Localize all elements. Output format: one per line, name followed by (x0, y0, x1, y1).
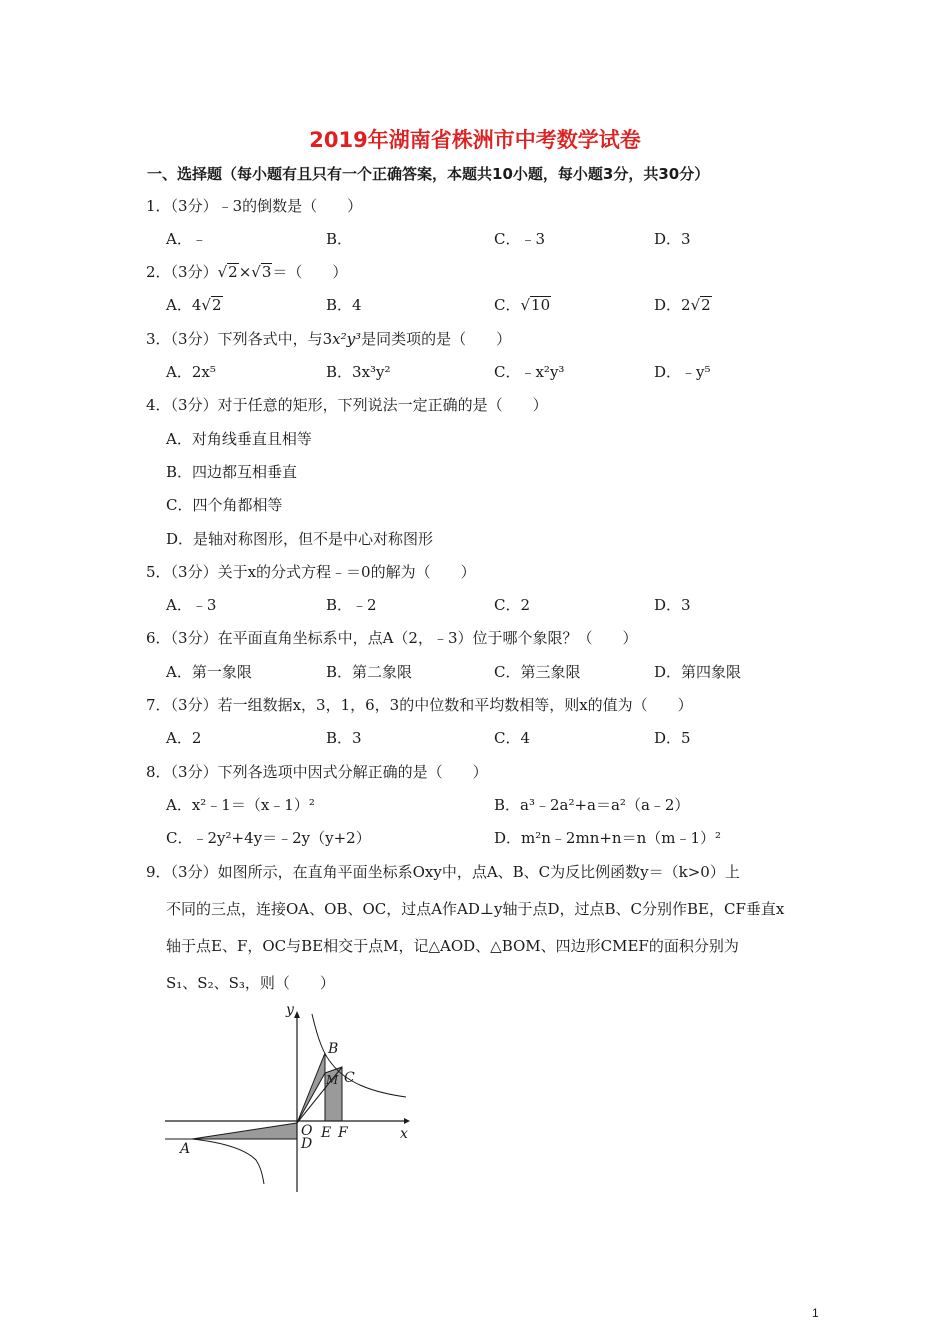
q3-stem-a: 3．（3分）下列各式中，与3 (146, 330, 333, 348)
q2-option-c (494, 295, 551, 315)
q2-prefix: 2．（3分） (146, 263, 218, 281)
question-5: 5．（3分）关于x的分式方程﹣＝0的解为（ ） (146, 563, 476, 581)
q2-option-a-prefix: A．4 (166, 296, 202, 314)
page-number: 1 (812, 1306, 819, 1320)
q1-option-d: D．3 (654, 230, 691, 248)
label-o: O (301, 1123, 313, 1139)
hyperbola-figure (160, 1000, 420, 1200)
sqrt-icon: √ (201, 296, 211, 314)
q7-option-c: C．4 (494, 729, 531, 747)
q2-radicand-1: 2 (228, 263, 238, 281)
q3-option-a: A．2x⁵ (166, 363, 216, 381)
q8-option-c: C．﹣2y²+4y＝﹣2y（y+2） (166, 829, 371, 847)
question-2 (146, 262, 347, 282)
q4-option-c: C．四个角都相等 (166, 496, 283, 514)
q1-option-c: C．﹣3 (494, 230, 546, 248)
triangle-bom (297, 1053, 325, 1123)
label-d: D (301, 1136, 313, 1152)
q4-option-d: D．是轴对称图形，但不是中心对称图形 (166, 530, 434, 548)
label-x: x (400, 1126, 408, 1142)
label-m: M (326, 1073, 339, 1087)
label-y: y (286, 1002, 294, 1018)
question-9-line-3: 轴于点E、F，OC与BE相交于点M，记△AOD、△BOM、四边形CMEF的面积分别为 (166, 937, 739, 955)
label-e: E (321, 1125, 332, 1141)
q6-option-b: B．第二象限 (326, 663, 413, 681)
y-axis-arrow-icon (294, 1011, 300, 1018)
question-1: 1．（3分）﹣3的倒数是（ ） (146, 197, 363, 215)
q5-option-c: C．2 (494, 596, 531, 614)
q5-option-d: D．3 (654, 596, 691, 614)
q7-option-b: B．3 (326, 729, 362, 747)
question-7: 7．（3分）若一组数据x，3，1，6，3的中位数和平均数相等，则x的值为（ ） (146, 696, 693, 714)
question-9-line-1: 9．（3分）如图所示，在直角平面坐标系Oxy中，点A、B、C为反比例函数y＝（k>0）上 (146, 863, 740, 881)
q2-option-c-prefix: C． (494, 296, 521, 314)
q4-option-b: B．四边都互相垂直 (166, 463, 298, 481)
hyperbola-branch-2 (192, 1139, 264, 1184)
q2-option-a-radicand: 2 (211, 296, 222, 314)
q8-option-d: D．m²n﹣2mn+n＝n（m﹣1）² (494, 829, 722, 847)
q5-option-a: A．﹣3 (166, 596, 217, 614)
q1-option-a: A．﹣ (166, 230, 207, 248)
q2-option-d (654, 295, 712, 315)
q2-option-c-radicand: 10 (531, 296, 551, 314)
question-8: 8．（3分）下列各选项中因式分解正确的是（ ） (146, 763, 488, 781)
label-f: F (338, 1125, 348, 1141)
sqrt-icon: √ (520, 296, 531, 314)
triangle-aod (192, 1123, 297, 1139)
q8-option-b: B．a³﹣2a²+a＝a²（a﹣2） (494, 796, 690, 814)
section-heading: 一、选择题（每小题有且只有一个正确答案，本题共10小题，每小题3分，共30分） (147, 165, 710, 183)
question-9-line-4: S₁、S₂、S₃，则（ ） (166, 974, 335, 992)
page-title: 2019年湖南省株洲市中考数学试卷 (309, 128, 641, 152)
q3-stem-b: 是同类项的是（ ） (361, 330, 512, 348)
q2-option-d-prefix: D．2 (654, 296, 691, 314)
sqrt-icon: √ (217, 263, 228, 281)
q4-option-a: A．对角线垂直且相等 (166, 430, 312, 448)
q7-option-a: A．2 (166, 729, 202, 747)
q2-times: × (238, 263, 252, 281)
q2-suffix: ＝（ ） (272, 263, 348, 281)
sqrt-icon: √ (690, 296, 701, 314)
q2-option-b: B．4 (326, 296, 362, 314)
q2-radicand-2: 3 (261, 263, 272, 281)
q3-term: x²y³ (332, 330, 362, 348)
q2-option-d-radicand: 2 (701, 296, 711, 314)
question-4: 4．（3分）对于任意的矩形，下列说法一定正确的是（ ） (146, 396, 548, 414)
q2-option-a (166, 295, 223, 315)
question-3 (146, 329, 511, 349)
x-axis-arrow-icon (404, 1118, 410, 1124)
q3-option-b: B．3x³y² (326, 363, 391, 381)
label-c: C (344, 1070, 355, 1086)
label-a: A (180, 1141, 191, 1157)
q6-option-d: D．第四象限 (654, 663, 742, 681)
sqrt-icon: √ (251, 263, 261, 281)
question-6: 6．（3分）在平面直角坐标系中，点A（2，﹣3）位于哪个象限？（ ） (146, 629, 638, 647)
q6-option-a: A．第一象限 (166, 663, 252, 681)
label-b: B (328, 1041, 339, 1057)
question-9-line-2: 不同的三点，连接OA、OB、OC，过点A作AD⊥y轴于点D，过点B、C分别作BE，CF垂直x (166, 900, 785, 918)
q1-option-b: B． (326, 230, 353, 248)
q3-option-d: D．﹣y⁵ (654, 363, 711, 381)
q3-option-c: C．﹣x²y³ (494, 363, 565, 381)
q7-option-d: D．5 (654, 729, 691, 747)
q5-option-b: B．﹣2 (326, 596, 377, 614)
q6-option-c: C．第三象限 (494, 663, 581, 681)
q8-option-a: A．x²﹣1＝（x﹣1）² (166, 796, 315, 814)
